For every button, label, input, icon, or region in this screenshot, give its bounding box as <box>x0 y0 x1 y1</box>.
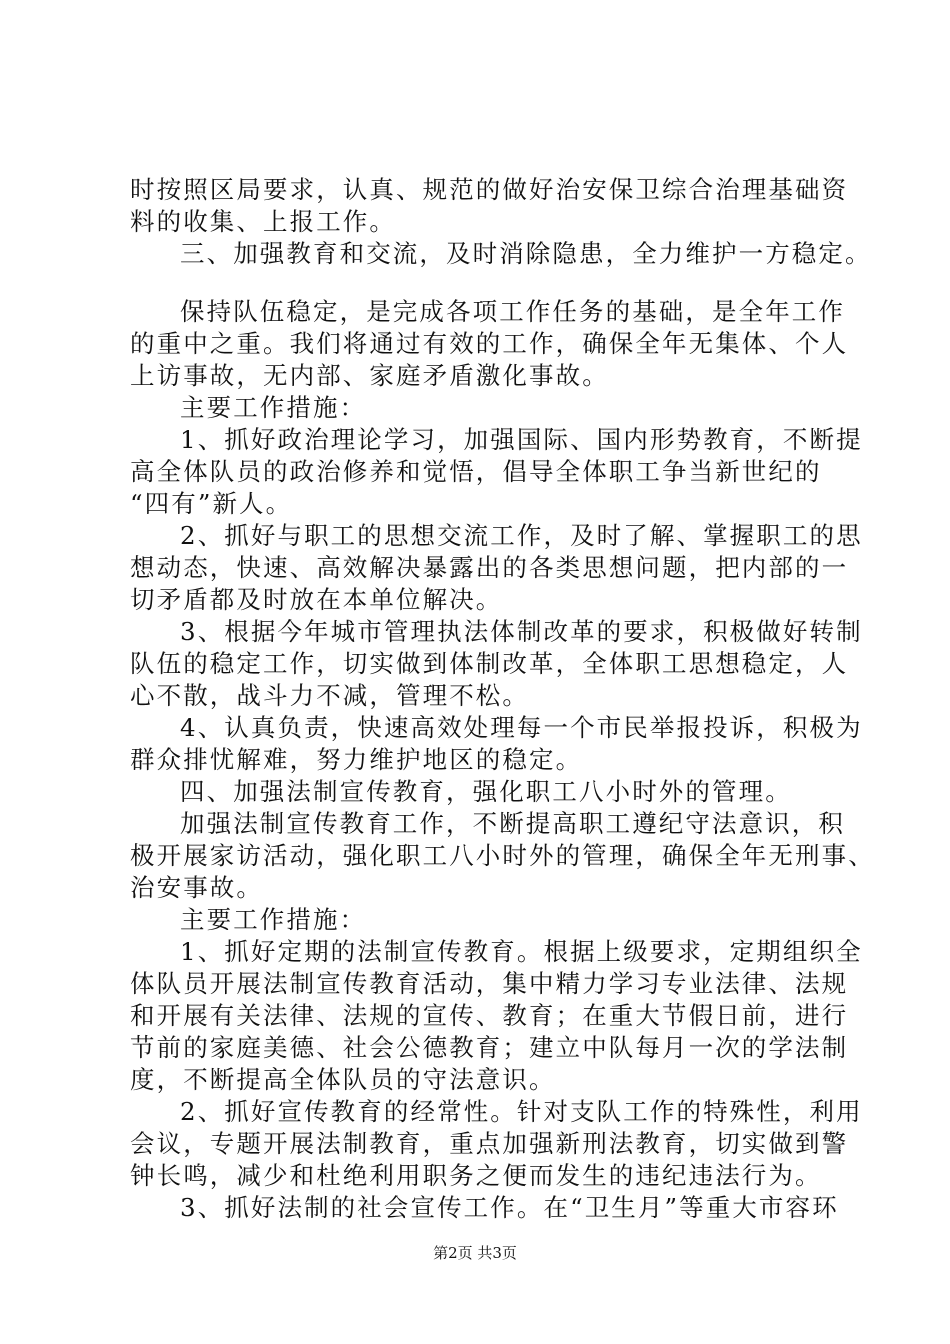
text-line: 保持队伍稳定，是完成各项工作任务的基础，是全年工作 <box>180 297 845 326</box>
text-line: 节前的家庭美德、社会公德教育；建立中队每月一次的学法制 <box>130 1033 849 1062</box>
text-line: 2、抓好与职工的思想交流工作，及时了解、掌握职工的思 <box>180 521 863 550</box>
text-line: 想动态，快速、高效解决暴露出的各类思想问题，把内部的一 <box>130 553 849 582</box>
text-line: 队伍的稳定工作，切实做到体制改革，全体职工思想稳定，人 <box>130 649 849 678</box>
text-line: 治安事故。 <box>130 873 263 902</box>
text-line: 群众排忧解难，努力维护地区的稳定。 <box>130 745 583 774</box>
text-line: 体队员开展法制宣传教育活动，集中精力学习专业法律、法规 <box>130 969 849 998</box>
text-line: 2、抓好宣传教育的经常性。针对支队工作的特殊性，利用 <box>180 1097 863 1126</box>
text-line: 上访事故，无内部、家庭矛盾激化事故。 <box>130 361 609 390</box>
text-line: 心不散，战斗力不减，管理不松。 <box>130 681 529 710</box>
text-line: 度，不断提高全体队员的守法意识。 <box>130 1065 556 1094</box>
text-line: 极开展家访活动，强化职工八小时外的管理，确保全年无刑事、 <box>130 841 875 870</box>
subheading: 主要工作措施： <box>180 393 367 422</box>
text-line: 切矛盾都及时放在本单位解决。 <box>130 585 503 614</box>
text-line: 4、认真负责，快速高效处理每一个市民举报投诉，积极为 <box>180 713 863 742</box>
text-line: 的重中之重。我们将通过有效的工作，确保全年无集体、个人 <box>130 329 849 358</box>
text-line: 料的收集、上报工作。 <box>130 207 396 236</box>
text-line: 时按照区局要求，认真、规范的做好治安保卫综合治理基础资 <box>130 175 849 204</box>
subheading: 主要工作措施： <box>180 905 367 934</box>
section-heading: 四、加强法制宣传教育，强化职工八小时外的管理。 <box>180 777 792 806</box>
section-heading: 三、加强教育和交流，及时消除隐患，全力维护一方稳定。 <box>180 239 872 268</box>
text-line: “四有”新人。 <box>130 489 293 518</box>
text-line: 3、抓好法制的社会宣传工作。在“卫生月”等重大市容环 <box>180 1193 839 1222</box>
text-line: 加强法制宣传教育工作，不断提高职工遵纪守法意识，积 <box>180 809 845 838</box>
text-line: 会议，专题开展法制教育，重点加强新刑法教育，切实做到警 <box>130 1129 849 1158</box>
text-line: 1、抓好定期的法制宣传教育。根据上级要求，定期组织全 <box>180 937 863 966</box>
text-line: 钟长鸣，减少和杜绝利用职务之便而发生的违纪违法行为。 <box>130 1161 822 1190</box>
text-line: 1、抓好政治理论学习，加强国际、国内形势教育，不断提 <box>180 425 863 454</box>
text-line: 和开展有关法律、法规的宣传、教育；在重大节假日前，进行 <box>130 1001 849 1030</box>
page-number-footer: 第2页 共3页 <box>433 1244 517 1262</box>
text-line: 高全体队员的政治修养和觉悟，倡导全体职工争当新世纪的 <box>130 457 822 486</box>
text-line: 3、根据今年城市管理执法体制改革的要求，积极做好转制 <box>180 617 863 646</box>
